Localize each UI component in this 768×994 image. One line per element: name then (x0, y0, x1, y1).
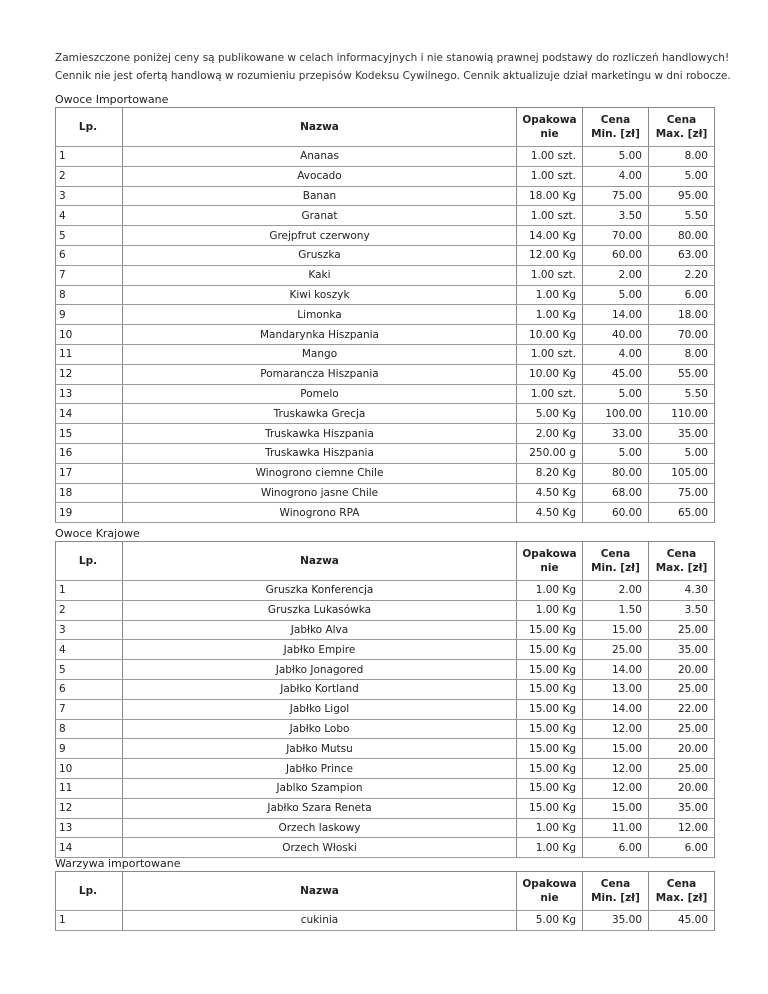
table-row (56, 305, 715, 325)
cell-cena-min: 100.00 (583, 404, 649, 424)
cell-cena-max: 5.00 (649, 166, 715, 186)
cell-cena-min: 15.00 (583, 798, 649, 818)
cell-cena-min: 5.00 (583, 147, 649, 167)
cell-nazwa: Limonka (123, 305, 517, 325)
header-opakowanie: Opakowa nie (517, 542, 583, 581)
cell-opakowanie: 1.00 Kg (517, 600, 583, 620)
cell-opakowanie: 1.00 Kg (517, 838, 583, 858)
cell-cena-min: 25.00 (583, 640, 649, 660)
cell-cena-min: 2.00 (583, 581, 649, 601)
cell-cena-min: 70.00 (583, 226, 649, 246)
section-title: Owoce Importowane (55, 93, 169, 106)
cell-nazwa: Jabłko Lobo (123, 719, 517, 739)
cell-cena-min: 68.00 (583, 483, 649, 503)
cell-lp: 8 (56, 719, 123, 739)
cell-cena-max: 35.00 (649, 424, 715, 444)
cell-opakowanie: 1.00 szt. (517, 384, 583, 404)
cell-nazwa: Pomarancza Hiszpania (123, 364, 517, 384)
cell-lp: 12 (56, 798, 123, 818)
table-row (56, 344, 715, 364)
cell-cena-max: 110.00 (649, 404, 715, 424)
cell-cena-max: 45.00 (649, 911, 715, 931)
disclaimer-line-2: Cennik nie jest ofertą handlową w rozumieniu przepisów Kodeksu Cywilnego. Cennik aktualizuje dział marketingu w dni robocze. (55, 70, 731, 82)
table-header (56, 108, 715, 147)
cell-nazwa: Jabłko Empire (123, 640, 517, 660)
table-header (56, 872, 715, 911)
header-opakowanie: Opakowa nie (517, 872, 583, 911)
cell-cena-min: 3.50 (583, 206, 649, 226)
cell-nazwa: Avocado (123, 166, 517, 186)
cell-nazwa: Gruszka Lukasówka (123, 600, 517, 620)
cell-cena-min: 15.00 (583, 620, 649, 640)
table-row (56, 759, 715, 779)
header-row (56, 872, 715, 911)
cell-cena-max: 95.00 (649, 186, 715, 206)
cell-cena-max: 25.00 (649, 759, 715, 779)
table-row (56, 147, 715, 167)
cell-cena-min: 4.00 (583, 166, 649, 186)
cell-cena-max: 6.00 (649, 285, 715, 305)
cell-nazwa: cukinia (123, 911, 517, 931)
cell-nazwa: Gruszka Konferencja (123, 581, 517, 601)
cell-lp: 3 (56, 186, 123, 206)
cell-cena-max: 4.30 (649, 581, 715, 601)
cell-lp: 9 (56, 305, 123, 325)
table-body (56, 581, 715, 858)
cell-lp: 13 (56, 818, 123, 838)
price-table (55, 871, 715, 931)
header-nazwa: Nazwa (123, 542, 517, 581)
table-row (56, 600, 715, 620)
table-row (56, 463, 715, 483)
cell-opakowanie: 4.50 Kg (517, 483, 583, 503)
cell-nazwa: Gruszka (123, 245, 517, 265)
cell-lp: 13 (56, 384, 123, 404)
table-row (56, 364, 715, 384)
cell-cena-max: 80.00 (649, 226, 715, 246)
table-row (56, 325, 715, 345)
cell-lp: 12 (56, 364, 123, 384)
cell-nazwa: Ananas (123, 147, 517, 167)
cell-lp: 16 (56, 443, 123, 463)
cell-lp: 4 (56, 640, 123, 660)
cell-opakowanie: 14.00 Kg (517, 226, 583, 246)
cell-opakowanie: 1.00 szt. (517, 265, 583, 285)
table-row (56, 620, 715, 640)
cell-nazwa: Truskawka Hiszpania (123, 443, 517, 463)
cell-cena-max: 5.50 (649, 384, 715, 404)
table-row (56, 660, 715, 680)
header-cena-min: Cena Min. [zł] (583, 108, 649, 147)
cell-cena-min: 12.00 (583, 778, 649, 798)
cell-lp: 17 (56, 463, 123, 483)
cell-opakowanie: 1.00 Kg (517, 285, 583, 305)
table-row (56, 384, 715, 404)
cell-cena-max: 22.00 (649, 699, 715, 719)
table-row (56, 719, 715, 739)
cell-opakowanie: 1.00 szt. (517, 147, 583, 167)
table-row (56, 206, 715, 226)
section-title: Warzywa importowane (55, 857, 181, 870)
cell-opakowanie: 1.00 Kg (517, 305, 583, 325)
cell-cena-min: 12.00 (583, 719, 649, 739)
cell-opakowanie: 10.00 Kg (517, 325, 583, 345)
cell-opakowanie: 1.00 Kg (517, 818, 583, 838)
cell-lp: 19 (56, 503, 123, 523)
cell-nazwa: Winogrono ciemne Chile (123, 463, 517, 483)
cell-cena-max: 65.00 (649, 503, 715, 523)
cell-nazwa: Mango (123, 344, 517, 364)
cell-cena-min: 14.00 (583, 699, 649, 719)
cell-cena-max: 20.00 (649, 660, 715, 680)
cell-opakowanie: 15.00 Kg (517, 739, 583, 759)
cell-nazwa: Winogrono jasne Chile (123, 483, 517, 503)
table-row (56, 424, 715, 444)
cell-cena-max: 105.00 (649, 463, 715, 483)
section-warzywa-importowane (55, 857, 714, 931)
header-cena-min: Cena Min. [zł] (583, 542, 649, 581)
table-row (56, 226, 715, 246)
cell-lp: 6 (56, 245, 123, 265)
section-owoce-krajowe (55, 527, 714, 858)
cell-opakowanie: 15.00 Kg (517, 679, 583, 699)
cell-lp: 10 (56, 325, 123, 345)
cell-cena-min: 5.00 (583, 443, 649, 463)
cell-opakowanie: 15.00 Kg (517, 640, 583, 660)
cell-cena-min: 33.00 (583, 424, 649, 444)
cell-lp: 8 (56, 285, 123, 305)
disclaimer (55, 49, 735, 85)
cell-lp: 1 (56, 147, 123, 167)
cell-lp: 5 (56, 226, 123, 246)
cell-lp: 14 (56, 404, 123, 424)
table-row (56, 640, 715, 660)
cell-opakowanie: 10.00 Kg (517, 364, 583, 384)
cell-cena-min: 11.00 (583, 818, 649, 838)
cell-nazwa: Banan (123, 186, 517, 206)
cell-cena-min: 2.00 (583, 265, 649, 285)
header-lp: Lp. (56, 872, 123, 911)
table-row (56, 285, 715, 305)
table-row (56, 679, 715, 699)
cell-nazwa: Jabłko Mutsu (123, 739, 517, 759)
cell-nazwa: Orzech laskowy (123, 818, 517, 838)
cell-cena-max: 25.00 (649, 719, 715, 739)
cell-nazwa: Jabłko Jonagored (123, 660, 517, 680)
cell-nazwa: Jabłko Alva (123, 620, 517, 640)
cell-lp: 3 (56, 620, 123, 640)
cell-cena-min: 14.00 (583, 305, 649, 325)
cell-opakowanie: 1.00 Kg (517, 581, 583, 601)
table-row (56, 911, 715, 931)
cell-lp: 7 (56, 265, 123, 285)
table-row (56, 739, 715, 759)
table-body (56, 911, 715, 931)
cell-cena-max: 18.00 (649, 305, 715, 325)
table-header (56, 542, 715, 581)
cell-opakowanie: 15.00 Kg (517, 660, 583, 680)
header-nazwa: Nazwa (123, 872, 517, 911)
table-row (56, 443, 715, 463)
cell-cena-min: 75.00 (583, 186, 649, 206)
cell-cena-min: 60.00 (583, 245, 649, 265)
header-cena-min: Cena Min. [zł] (583, 872, 649, 911)
table-row (56, 265, 715, 285)
cell-cena-max: 55.00 (649, 364, 715, 384)
cell-lp: 10 (56, 759, 123, 779)
cell-lp: 2 (56, 600, 123, 620)
cell-opakowanie: 15.00 Kg (517, 759, 583, 779)
table-row (56, 798, 715, 818)
cell-cena-min: 12.00 (583, 759, 649, 779)
header-lp: Lp. (56, 108, 123, 147)
cell-nazwa: Jabłko Prince (123, 759, 517, 779)
header-cena-max: Cena Max. [zł] (649, 542, 715, 581)
cell-nazwa: Mandarynka Hiszpania (123, 325, 517, 345)
cell-cena-min: 6.00 (583, 838, 649, 858)
cell-nazwa: Jabłko Szara Reneta (123, 798, 517, 818)
table-body (56, 147, 715, 523)
header-lp: Lp. (56, 542, 123, 581)
cell-cena-max: 20.00 (649, 778, 715, 798)
cell-cena-min: 1.50 (583, 600, 649, 620)
cell-cena-max: 25.00 (649, 620, 715, 640)
cell-opakowanie: 2.00 Kg (517, 424, 583, 444)
cell-cena-max: 25.00 (649, 679, 715, 699)
cell-lp: 5 (56, 660, 123, 680)
cell-cena-min: 35.00 (583, 911, 649, 931)
cell-cena-min: 45.00 (583, 364, 649, 384)
table-row (56, 581, 715, 601)
cell-lp: 1 (56, 581, 123, 601)
header-opakowanie: Opakowa nie (517, 108, 583, 147)
cell-cena-max: 63.00 (649, 245, 715, 265)
section-title: Owoce Krajowe (55, 527, 140, 540)
cell-lp: 14 (56, 838, 123, 858)
cell-cena-max: 8.00 (649, 147, 715, 167)
cell-cena-max: 12.00 (649, 818, 715, 838)
table-row (56, 404, 715, 424)
header-nazwa: Nazwa (123, 108, 517, 147)
cell-lp: 7 (56, 699, 123, 719)
cell-cena-max: 35.00 (649, 640, 715, 660)
cell-nazwa: Pomelo (123, 384, 517, 404)
price-table (55, 541, 715, 858)
cell-lp: 18 (56, 483, 123, 503)
cell-opakowanie: 15.00 Kg (517, 699, 583, 719)
header-cena-max: Cena Max. [zł] (649, 108, 715, 147)
table-row (56, 699, 715, 719)
cell-cena-min: 5.00 (583, 384, 649, 404)
cell-nazwa: Jabłko Kortland (123, 679, 517, 699)
cell-opakowanie: 8.20 Kg (517, 463, 583, 483)
cell-nazwa: Jablko Szampion (123, 778, 517, 798)
cell-cena-max: 70.00 (649, 325, 715, 345)
cell-lp: 6 (56, 679, 123, 699)
cell-opakowanie: 15.00 Kg (517, 798, 583, 818)
cell-opakowanie: 5.00 Kg (517, 404, 583, 424)
cell-lp: 15 (56, 424, 123, 444)
cell-opakowanie: 1.00 szt. (517, 166, 583, 186)
cell-cena-min: 14.00 (583, 660, 649, 680)
cell-nazwa: Grejpfrut czerwony (123, 226, 517, 246)
cell-cena-min: 15.00 (583, 739, 649, 759)
cell-nazwa: Kiwi koszyk (123, 285, 517, 305)
cell-opakowanie: 1.00 szt. (517, 206, 583, 226)
cell-cena-max: 75.00 (649, 483, 715, 503)
cell-opakowanie: 1.00 szt. (517, 344, 583, 364)
header-row (56, 108, 715, 147)
cell-cena-min: 80.00 (583, 463, 649, 483)
cell-lp: 4 (56, 206, 123, 226)
table-row (56, 778, 715, 798)
cell-cena-max: 20.00 (649, 739, 715, 759)
header-cena-max: Cena Max. [zł] (649, 872, 715, 911)
cell-opakowanie: 18.00 Kg (517, 186, 583, 206)
table-row (56, 166, 715, 186)
cell-opakowanie: 15.00 Kg (517, 778, 583, 798)
cell-nazwa: Jabłko Ligol (123, 699, 517, 719)
cell-cena-min: 60.00 (583, 503, 649, 523)
cell-cena-max: 2.20 (649, 265, 715, 285)
cell-lp: 11 (56, 344, 123, 364)
cell-opakowanie: 15.00 Kg (517, 719, 583, 739)
cell-cena-min: 5.00 (583, 285, 649, 305)
cell-lp: 1 (56, 911, 123, 931)
cell-cena-max: 6.00 (649, 838, 715, 858)
cell-cena-min: 13.00 (583, 679, 649, 699)
cell-cena-max: 35.00 (649, 798, 715, 818)
cell-nazwa: Winogrono RPA (123, 503, 517, 523)
cell-cena-max: 3.50 (649, 600, 715, 620)
section-owoce-importowane (55, 93, 714, 523)
cell-opakowanie: 5.00 Kg (517, 911, 583, 931)
table-row (56, 838, 715, 858)
cell-cena-max: 8.00 (649, 344, 715, 364)
cell-lp: 11 (56, 778, 123, 798)
table-row (56, 503, 715, 523)
price-table (55, 107, 715, 523)
table-row (56, 245, 715, 265)
cell-nazwa: Truskawka Grecja (123, 404, 517, 424)
cell-nazwa: Truskawka Hiszpania (123, 424, 517, 444)
table-row (56, 818, 715, 838)
cell-opakowanie: 250.00 g (517, 443, 583, 463)
cell-cena-max: 5.00 (649, 443, 715, 463)
cell-lp: 9 (56, 739, 123, 759)
cell-lp: 2 (56, 166, 123, 186)
cell-cena-min: 40.00 (583, 325, 649, 345)
cell-opakowanie: 12.00 Kg (517, 245, 583, 265)
disclaimer-line-1: Zamieszczone poniżej ceny są publikowane w celach informacyjnych i nie stanowią prawnej podstawy do rozliczeń handlowych! (55, 52, 730, 64)
cell-opakowanie: 4.50 Kg (517, 503, 583, 523)
cell-nazwa: Kaki (123, 265, 517, 285)
cell-nazwa: Granat (123, 206, 517, 226)
cell-cena-min: 4.00 (583, 344, 649, 364)
cell-nazwa: Orzech Włoski (123, 838, 517, 858)
table-row (56, 186, 715, 206)
table-row (56, 483, 715, 503)
header-row (56, 542, 715, 581)
cell-opakowanie: 15.00 Kg (517, 620, 583, 640)
cell-cena-max: 5.50 (649, 206, 715, 226)
